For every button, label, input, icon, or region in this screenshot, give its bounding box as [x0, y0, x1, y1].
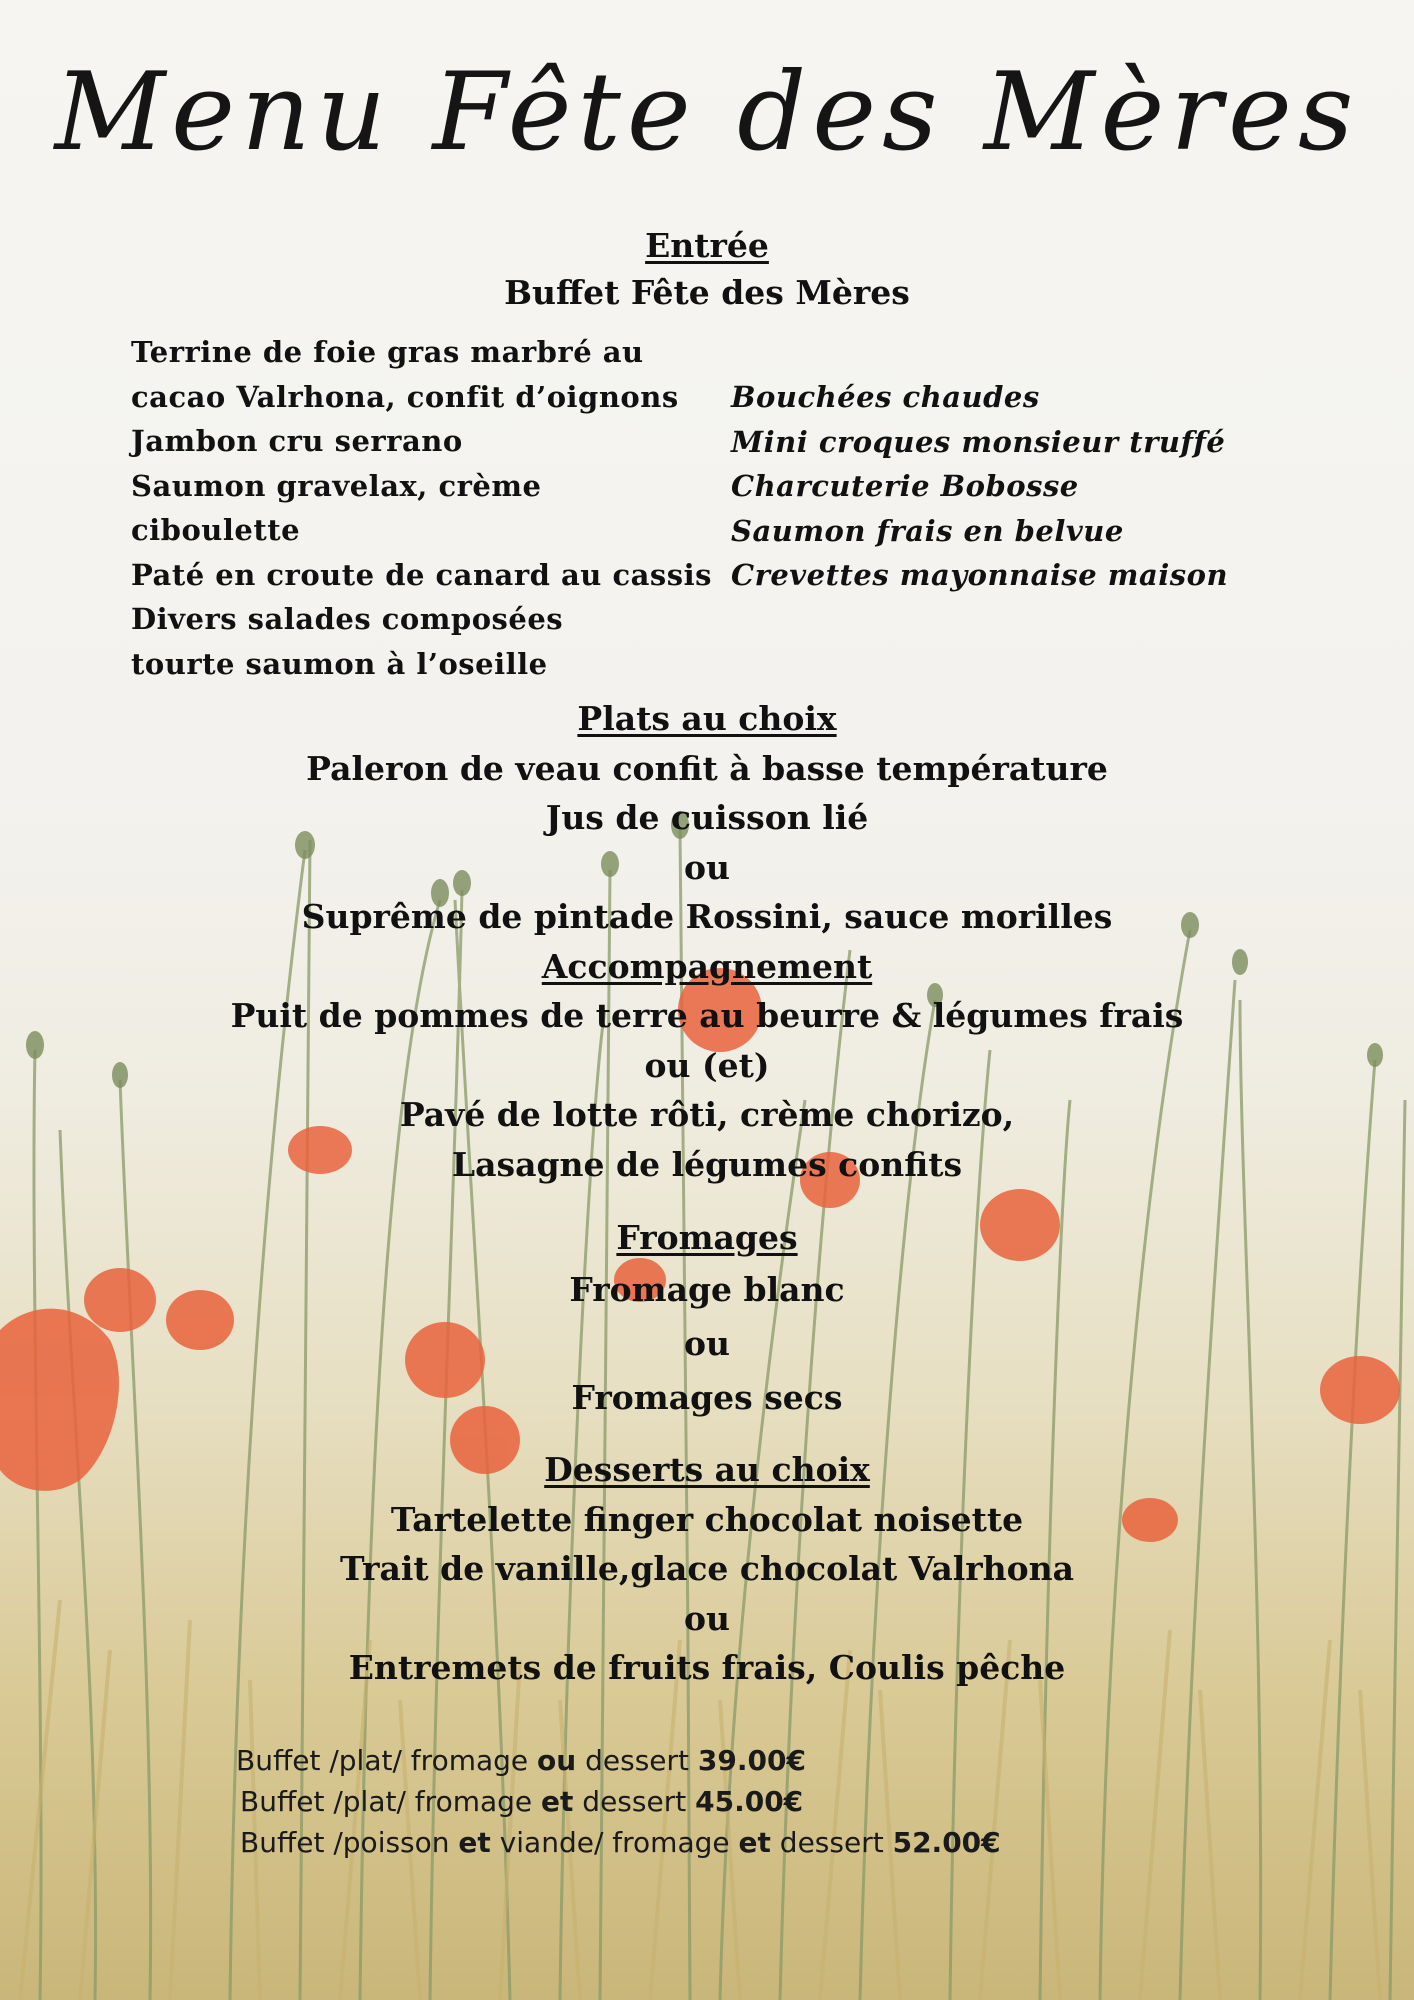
fromages-line: ou	[683, 1323, 730, 1363]
list-item: Paté en croute de canard au cassis	[131, 557, 712, 592]
list-item: Mini croques monsieur truffé	[731, 424, 1226, 459]
plats-line: ou	[683, 847, 730, 887]
price-value: 39.00€	[697, 1744, 806, 1777]
accompagnement-line: Puit de pommes de terre au beurre & légumes frais	[230, 996, 1184, 1035]
price-list	[236, 1740, 1001, 1863]
list-item: Crevettes mayonnaise maison	[731, 558, 1229, 592]
entree-subheading: Buffet Fête des Mères	[504, 272, 910, 312]
list-item: Terrine de foie gras marbré au	[131, 335, 644, 369]
list-item: cacao Valrhona, confit d’oignons	[131, 379, 679, 414]
price-row: Buffet /poisson et viande/ fromage et dessert 52.00€	[240, 1826, 1001, 1859]
accompagnement-heading: Accompagnement	[541, 946, 873, 986]
entree-heading: Entrée	[645, 226, 769, 265]
list-item: Charcuterie Bobosse	[731, 469, 1079, 503]
list-item: Divers salades composées	[131, 602, 564, 636]
fromages-line: Fromages secs	[571, 1377, 843, 1417]
menu-title: Menu Fête des Mères	[54, 50, 1360, 175]
price-value: 45.00€	[695, 1785, 804, 1818]
plats-line: Paleron de veau confit à basse température	[306, 748, 1108, 788]
desserts-line: Entremets de fruits frais, Coulis pêche	[348, 1648, 1066, 1687]
entree-left-list	[131, 330, 712, 686]
accompagnement-line: ou (et)	[644, 1045, 770, 1085]
price-row: Buffet /plat/ fromage et dessert 45.00€	[240, 1785, 804, 1818]
fromages-heading: Fromages	[616, 1218, 798, 1257]
list-item: ciboulette	[131, 513, 301, 547]
accompagnement-line: Lasagne de légumes confits	[451, 1144, 963, 1184]
accompagnement-line: Pavé de lotte rôti, crème chorizo,	[399, 1095, 1015, 1134]
plats-line: Suprême de pintade Rossini, sauce morilles	[301, 897, 1113, 936]
list-item: Saumon gravelax, crème	[131, 468, 542, 503]
list-item: tourte saumon à l’oseille	[131, 646, 548, 681]
plats-line: Jus de cuisson lié	[545, 798, 869, 837]
list-item: Saumon frais en belvue	[731, 513, 1124, 548]
price-row: Buffet /plat/ fromage ou dessert 39.00€	[236, 1744, 806, 1777]
plats-heading: Plats au choix	[577, 699, 837, 738]
fromages-line: Fromage blanc	[569, 1269, 845, 1309]
desserts-line: ou	[683, 1598, 730, 1638]
entree-right-list	[731, 375, 1228, 598]
desserts-line: Tartelette finger chocolat noisette	[390, 1499, 1024, 1539]
price-value: 52.00€	[892, 1826, 1001, 1859]
list-item: Bouchées chaudes	[731, 380, 1040, 414]
desserts-heading: Desserts au choix	[544, 1450, 870, 1489]
list-item: Jambon cru serrano	[131, 424, 463, 458]
desserts-line: Trait de vanille,glace chocolat Valrhona	[339, 1549, 1075, 1588]
